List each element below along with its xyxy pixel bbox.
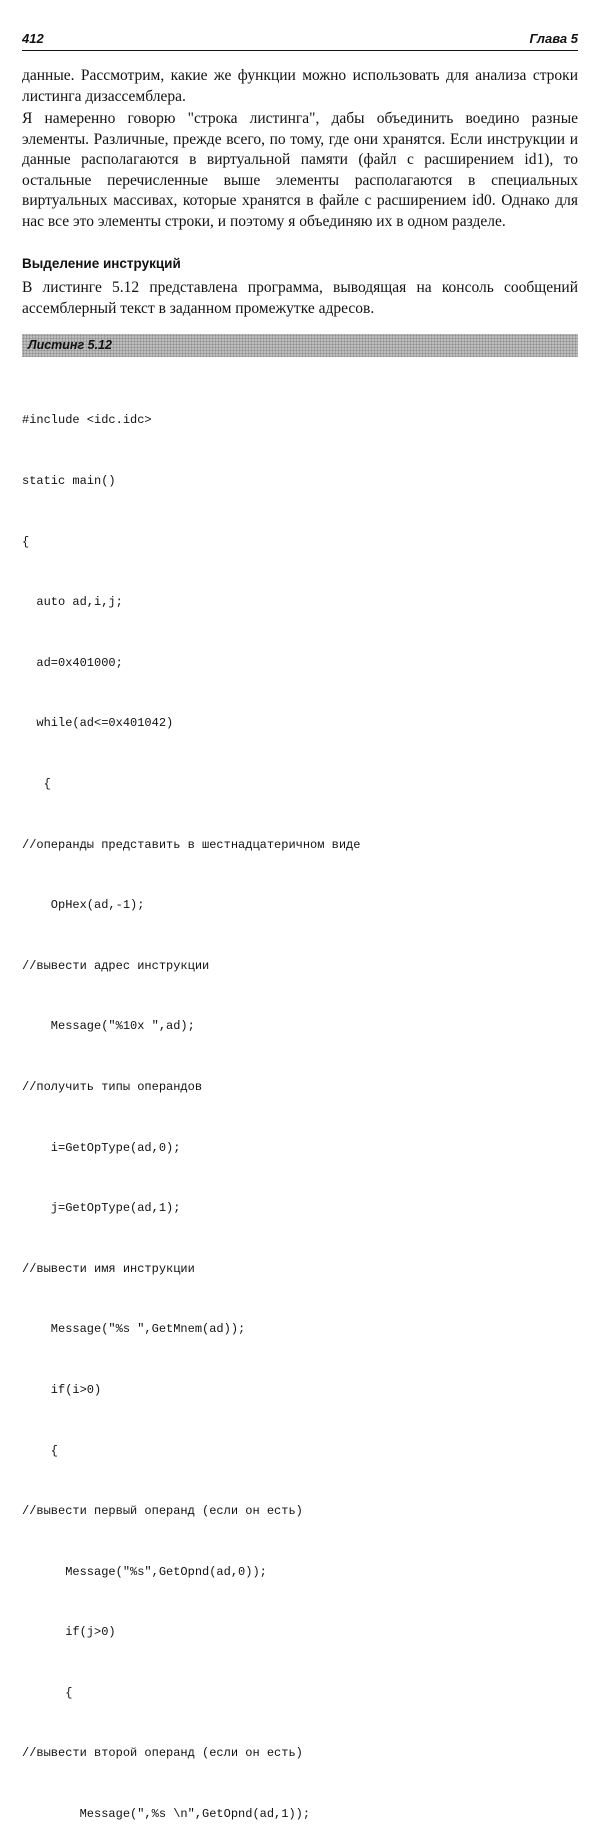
code-line: ad=0x401000; bbox=[22, 655, 123, 670]
code-line: while(ad<=0x401042) bbox=[22, 716, 174, 731]
listing-title-bar bbox=[22, 334, 578, 357]
code-line: OpHex(ad,-1); bbox=[22, 898, 145, 913]
code-comment-line: //вывести первый операнд (если он есть) bbox=[22, 1504, 303, 1519]
code-comment-line: //операнды представить в шестнадцатеричном виде bbox=[22, 837, 361, 852]
code-line: if(i>0) bbox=[22, 1382, 102, 1397]
code-comment-line: //вывести имя инструкции bbox=[22, 1261, 195, 1276]
code-comment-line: //вывести второй операнд (если он есть) bbox=[22, 1746, 303, 1761]
code-comment-line: //вывести адрес инструкции bbox=[22, 958, 210, 973]
chapter-title: Глава 5 bbox=[529, 31, 578, 46]
code-line: Message("%s ",GetMnem(ad)); bbox=[22, 1322, 246, 1337]
page-number: 412 bbox=[22, 31, 44, 46]
code-line: Message("%10x ",ad); bbox=[22, 1019, 195, 1034]
code-line: Message(",%s \n",GetOpnd(ad,1)); bbox=[22, 1807, 311, 1822]
paragraph-2: Я намеренно говорю "строка листинга", дабы объединить воедино разные элементы. Различные, прежде всего, по тому, где они хранятся. Если инструкции и данные располагаются в виртуальной памяти (файл с расширением id1), то остальные перечисленные выше элементы располагаются в специальных виртуальных массивах, которые хранятся в файле с расширением id0. Однако для нас все это элементы строки, и поэтому я объединяю их в одном разделе. bbox=[22, 110, 578, 230]
code-line: { bbox=[22, 534, 30, 549]
code-listing bbox=[22, 370, 578, 1844]
page-header bbox=[22, 28, 578, 51]
listing-label: Листинг 5.12 bbox=[28, 338, 112, 352]
code-line: static main() bbox=[22, 474, 116, 488]
code-line: { bbox=[22, 1443, 59, 1458]
paragraph-3: В листинге 5.12 представлена программа, выводящая на консоль сообщений ассемблерный текст в заданном промежутке адресов. bbox=[22, 279, 578, 317]
code-line: { bbox=[22, 1685, 73, 1700]
code-line: auto ad,i,j; bbox=[22, 595, 123, 610]
paragraph-1: данные. Рассмотрим, какие же функции можно использовать для анализа строки листинга дизассемблера. bbox=[22, 67, 578, 105]
code-line: i=GetOpType(ad,0); bbox=[22, 1140, 181, 1155]
code-line: if(j>0) bbox=[22, 1625, 116, 1640]
code-line: j=GetOpType(ad,1); bbox=[22, 1201, 181, 1216]
code-line: #include <idc.idc> bbox=[22, 413, 152, 428]
code-line: { bbox=[22, 776, 51, 791]
code-comment-line: //получить типы операндов bbox=[22, 1079, 203, 1094]
section-title: Выделение инструкций bbox=[22, 256, 181, 271]
code-line: Message("%s",GetOpnd(ad,0)); bbox=[22, 1564, 267, 1579]
